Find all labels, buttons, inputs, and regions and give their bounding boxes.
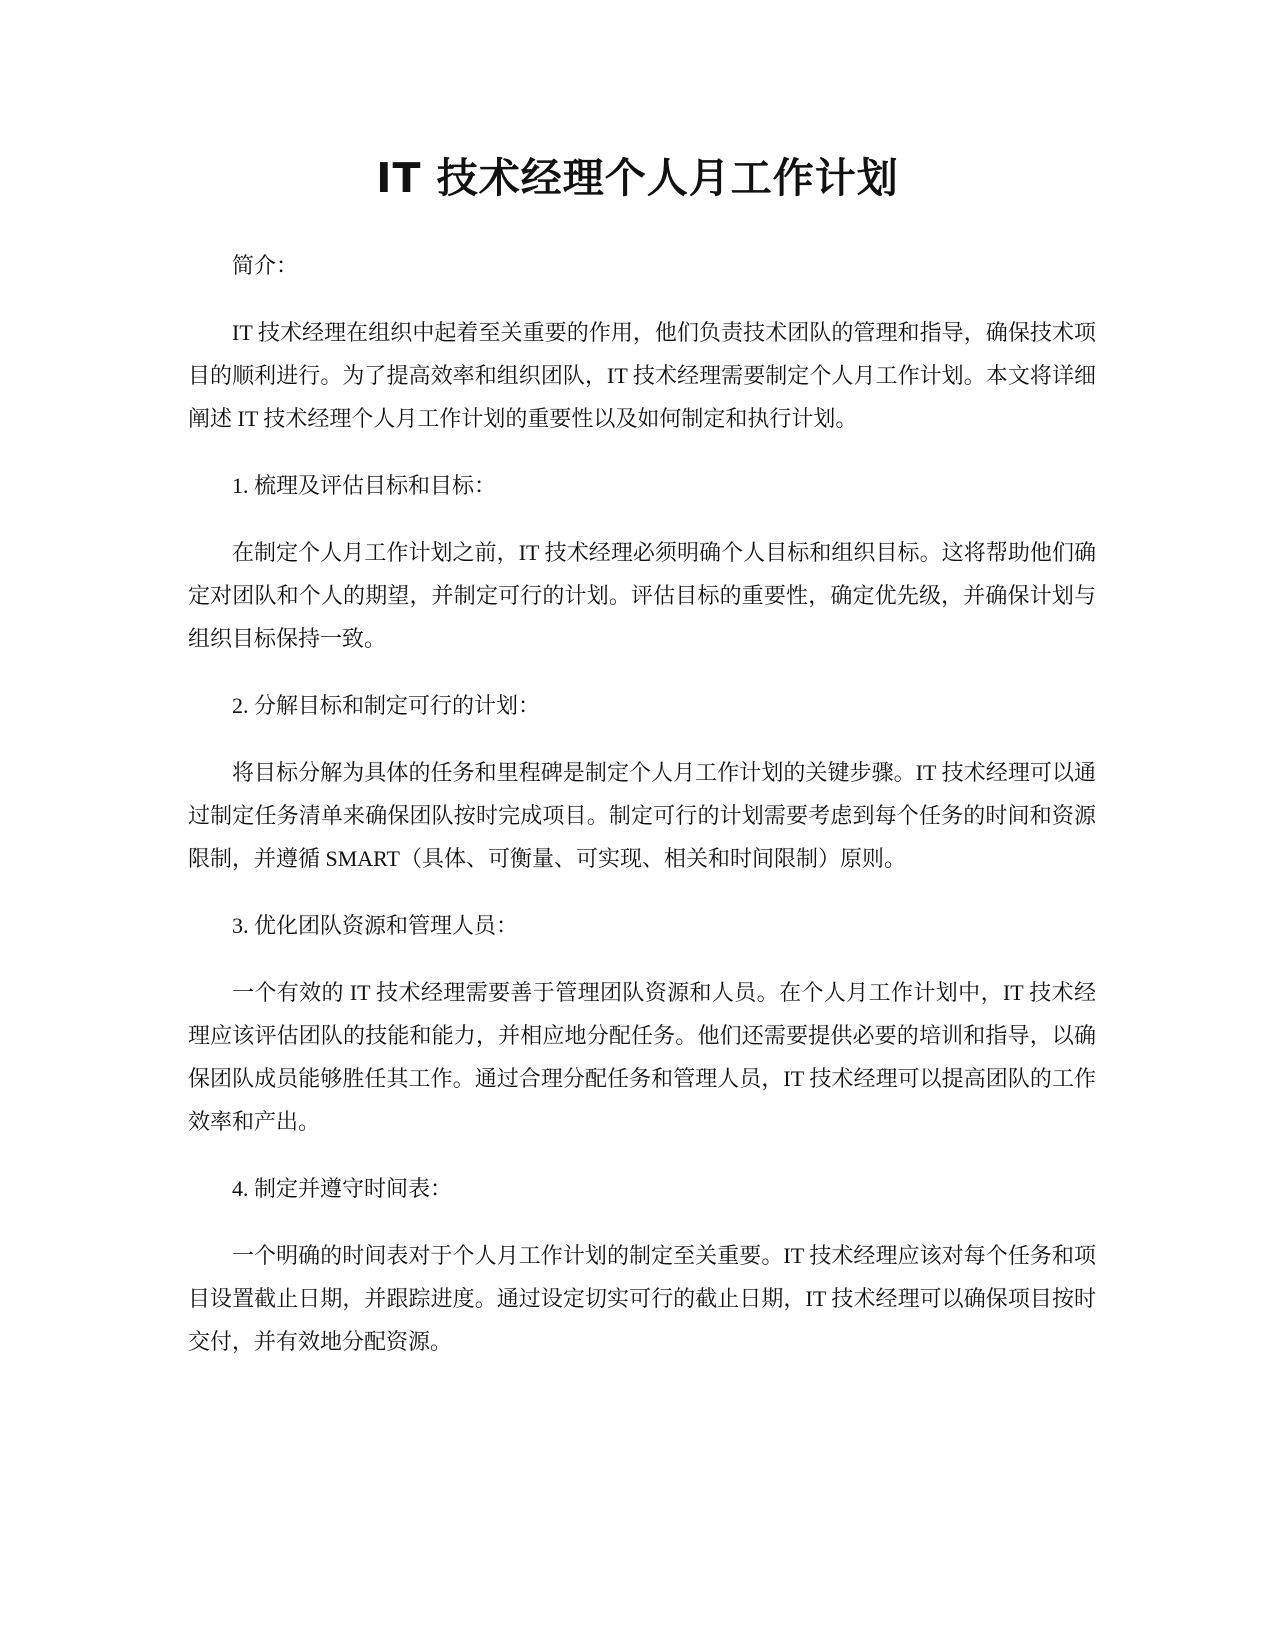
section-4-heading: 4. 制定并遵守时间表：	[232, 1176, 453, 1201]
section-3-heading: 3. 优化团队资源和管理人员：	[232, 913, 519, 938]
page-title: IT 技术经理个人月工作计划	[376, 154, 899, 202]
section-2-paragraph: 将目标分解为具体的任务和里程碑是制定个人月工作计划的关键步骤。IT 技术经理可以通过制定任务清单来确保团队按时完成项目。制定可行的计划需要考虑到每个任务的时间和资源限制，并遵循 SMART（具体、可衡量、可实现、相关和时间限制）原则。	[188, 760, 1096, 871]
intro-paragraph: IT 技术经理在组织中起着至关重要的作用，他们负责技术团队的管理和指导，确保技术项目的顺利进行。为了提高效率和组织团队，IT 技术经理需要制定个人月工作计划。本文将详细阐述 IT 技术经理个人月工作计划的重要性以及如何制定和执行计划。	[188, 320, 1096, 431]
section-2-heading: 2. 分解目标和制定可行的计划：	[232, 693, 541, 718]
intro-heading: 简介：	[232, 253, 299, 278]
section-1-paragraph: 在制定个人月工作计划之前，IT 技术经理必须明确个人目标和组织目标。这将帮助他们确定对团队和个人的期望，并制定可行的计划。评估目标的重要性，确定优先级，并确保计划与组织目标保持一致。	[188, 540, 1096, 651]
section-1-heading: 1. 梳理及评估目标和目标：	[232, 473, 497, 498]
section-4-paragraph: 一个明确的时间表对于个人月工作计划的制定至关重要。IT 技术经理应该对每个任务和项目设置截止日期，并跟踪进度。通过设定切实可行的截止日期，IT 技术经理可以确保项目按时交付，并有效地分配资源。	[188, 1243, 1096, 1354]
section-3-paragraph: 一个有效的 IT 技术经理需要善于管理团队资源和人员。在个人月工作计划中，IT 技术经理应该评估团队的技能和能力，并相应地分配任务。他们还需要提供必要的培训和指导，以确保团队成员能够胜任其工作。通过合理分配任务和管理人员，IT 技术经理可以提高团队的工作效率和产出。	[188, 980, 1096, 1134]
document-body	[188, 244, 1096, 1387]
